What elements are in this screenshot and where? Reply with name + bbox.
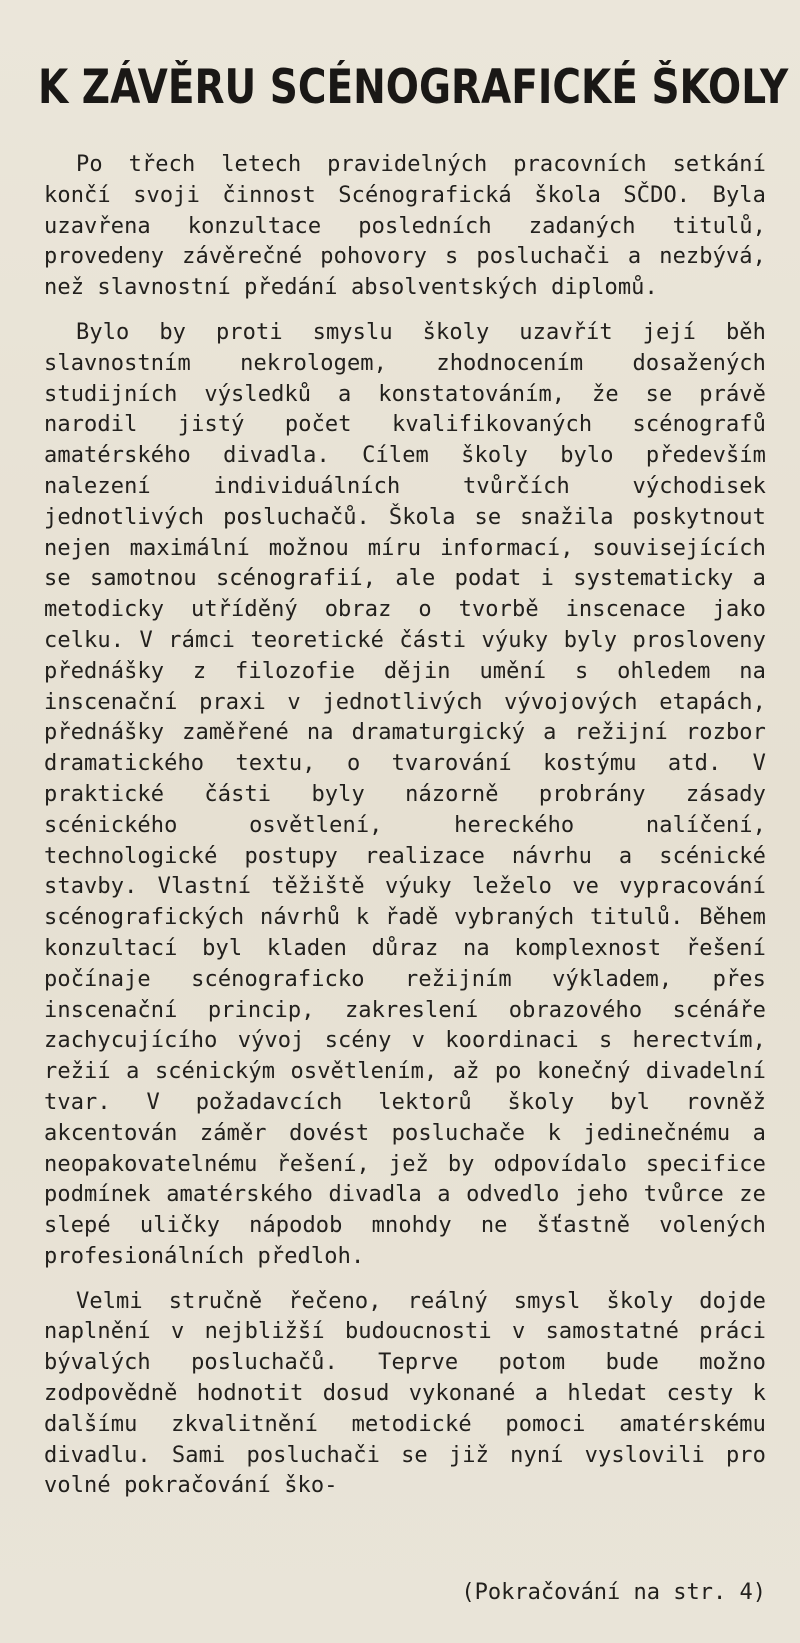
continuation-note: (Pokračování na str. 4) xyxy=(461,1580,766,1605)
article-paragraph: Po třech letech pravidelných pracovních setkání končí svoji činnost Scénografická škola SČDO. Byla uzavřena konzultace posledních zadaných titulů, provedeny závěrečné pohovory s posluchači a nezbývá, než slavnostní předání absolventských diplomů. xyxy=(44,152,766,301)
article-paragraph: Velmi stručně řečeno, reálný smysl školy dojde naplnění v nejbližší budoucnosti v samostatné práci bývalých posluchačů. Teprve potom bude možno zodpovědně hodnotit dosud vykonané a hledat cesty k dalšímu zkvalitnění metodické pomoci amatérskému divadlu. Sami posluchači se již nyní vyslovili pro volné pokračování ško- xyxy=(44,1288,766,1499)
article-headline: K ZÁVĚRU SCÉNOGRAFICKÉ ŠKOLY xyxy=(38,60,789,115)
article-paragraph: Bylo by proti smyslu školy uzavřít její běh slavnostním nekrologem, zhodnocením dosažených studijních výsledků a konstatováním, že se právě narodil jistý počet kvalifikovaných scénografů amatérského divadla. Cílem školy bylo především nalezení individuálních tvůrčích východisek jednotlivých posluchačů. Škola se snažila poskytnout nejen maximální možnou míru informací, souvisejících se samotnou scénografií, ale podat i systematicky a metodicky utříděný obraz o tvorbě inscenace jako celku. V rámci teoretické části výuky byly prosloveny přednášky z filozofie dějin umění s ohledem na inscenační praxi v jednotlivých vývojových etapách, přednášky zaměřené na dramaturgický a režijní rozbor dramatického textu, o tvarování kostýmu atd. V praktické části byly názorně probrány zásady scénického osvětlení, hereckého nalíčení, technologické postupy realizace návrhu a scénické stavby. Vlastní těžiště výuky leželo ve vypracování scénografických návrhů k řadě vybraných titulů. Během konzultací byl kladen důraz na komplexnost řešení počínaje scénograficko režijním výkladem, přes inscenační princip, zakreslení obrazového scénáře zachycujícího vývoj scény v koordinaci s herectvím, režií a scénickým osvětlením, až po konečný divadelní tvar. V požadavcích lektorů školy byl rovněž akcentován záměr dovést posluchače k jedinečnému a neopakovatelnému řešení, jež by odpovídalo specifice podmínek amatérského divadla a odvedlo jeho tvůrce ze slepé uličky nápodob mnohdy ne šťastně volených profesionálních předloh. xyxy=(44,319,766,1269)
article-body xyxy=(44,150,766,1516)
